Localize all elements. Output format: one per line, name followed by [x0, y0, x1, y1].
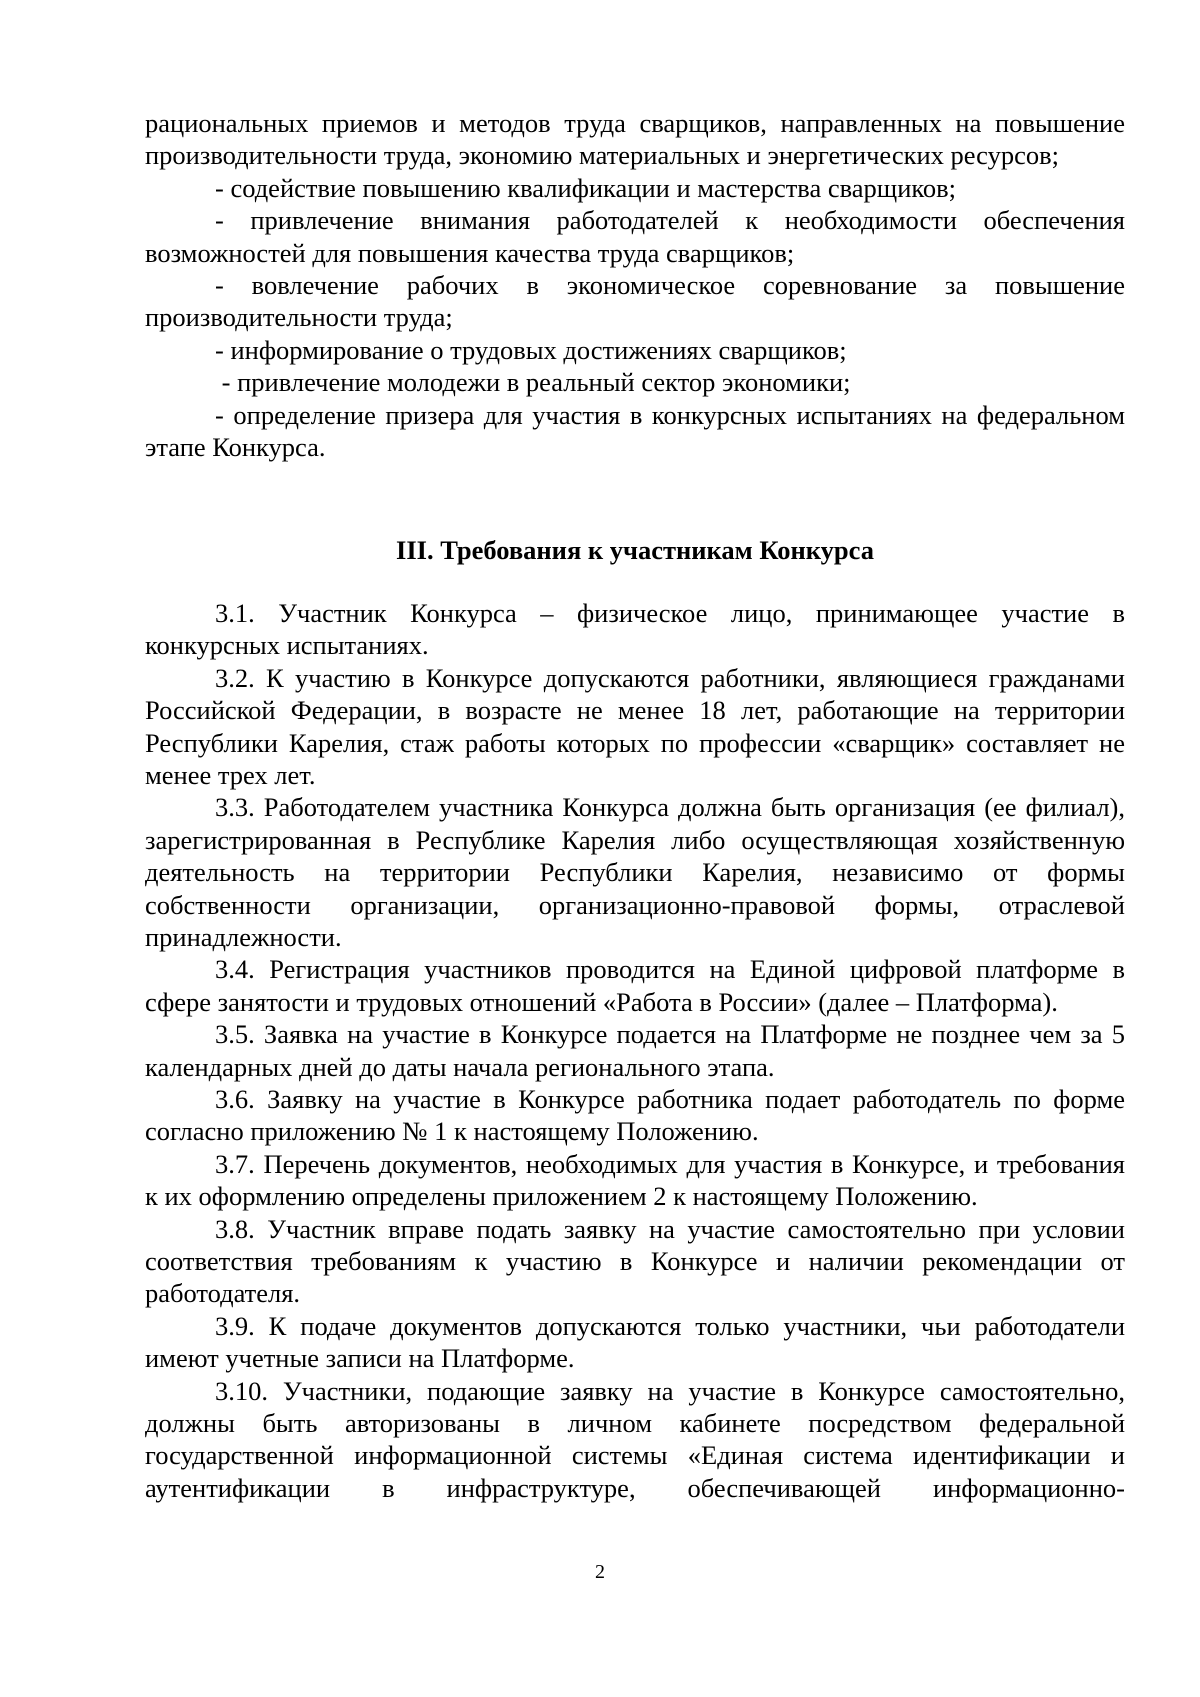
- intro-continuation-paragraph: рациональных приемов и методов труда сварщиков, направленных на повышение производительности труда, экономию материальных и энергетических ресурсов;: [145, 108, 1125, 171]
- goal-bullet: - информирование о трудовых достижениях сварщиков;: [215, 334, 847, 365]
- clause-3-1: 3.1. Участник Конкурса – физическое лицо, принимающее участие в конкурсных испытаниях.: [145, 597, 1125, 661]
- goal-bullet: - вовлечение рабочих в экономическое соревнование за повышение производительности труда;: [145, 270, 1125, 333]
- page-number: 2: [595, 1561, 605, 1583]
- goal-bullet: - привлечение внимания работодателей к необходимости обеспечения возможностей для повышения качества труда сварщиков;: [145, 205, 1125, 268]
- clause-3-8: 3.8. Участник вправе подать заявку на участие самостоятельно при условии соответствия требованиям к участию в Конкурсе и наличии рекомендации от работодателя.: [145, 1213, 1125, 1309]
- clause-3-3: 3.3. Работодателем участника Конкурса должна быть организация (ее филиал), зарегистрированная в Республике Карелия либо осуществляющая хозяйственную деятельность на территории Республики Карелия, независимо от формы собственности организации, организационно-правовой формы, отраслевой принадлежности.: [145, 792, 1125, 952]
- clause-3-4: 3.4. Регистрация участников проводится на Единой цифровой платформе в сфере занятости и трудовых отношений «Работа в России» (далее – Платформа).: [145, 954, 1125, 1017]
- goal-bullet: - привлечение молодежи в реальный сектор экономики;: [215, 367, 851, 398]
- clause-3-7: 3.7. Перечень документов, необходимых для участия в Конкурсе, и требования к их оформлению определены приложением 2 к настоящему Положению.: [145, 1148, 1125, 1212]
- clause-3-9: 3.9. К подаче документов допускаются только участники, чьи работодатели имеют учетные записи на Платформе.: [145, 1310, 1125, 1374]
- document-page: [145, 107, 1125, 1504]
- clause-3-6: 3.6. Заявку на участие в Конкурсе работника подает работодатель по форме согласно приложению № 1 к настоящему Положению.: [145, 1083, 1125, 1147]
- clause-3-5: 3.5. Заявка на участие в Конкурсе подается на Платформе не позднее чем за 5 календарных дней до даты начала регионального этапа.: [145, 1019, 1125, 1082]
- goal-bullet: - определение призера для участия в конкурсных испытаниях на федеральном этапе Конкурса.: [145, 399, 1125, 463]
- section-heading: III. Требования к участникам Конкурса: [396, 535, 874, 566]
- goal-bullet: - содействие повышению квалификации и мастерства сварщиков;: [215, 172, 957, 203]
- clause-3-10: 3.10. Участники, подающие заявку на участие в Конкурсе самостоятельно, должны быть авторизованы в личном кабинете посредством федеральной государственной информационной системы «Единая система идентификации и аутентификации в инфраструктуре, обеспечивающей информационно-: [145, 1375, 1125, 1503]
- clause-3-2: 3.2. К участию в Конкурсе допускаются работники, являющиеся гражданами Российской Федерации, в возрасте не менее 18 лет, работающие на территории Республики Карелия, стаж работы которых по профессии «сварщик» составляет не менее трех лет.: [145, 662, 1125, 790]
